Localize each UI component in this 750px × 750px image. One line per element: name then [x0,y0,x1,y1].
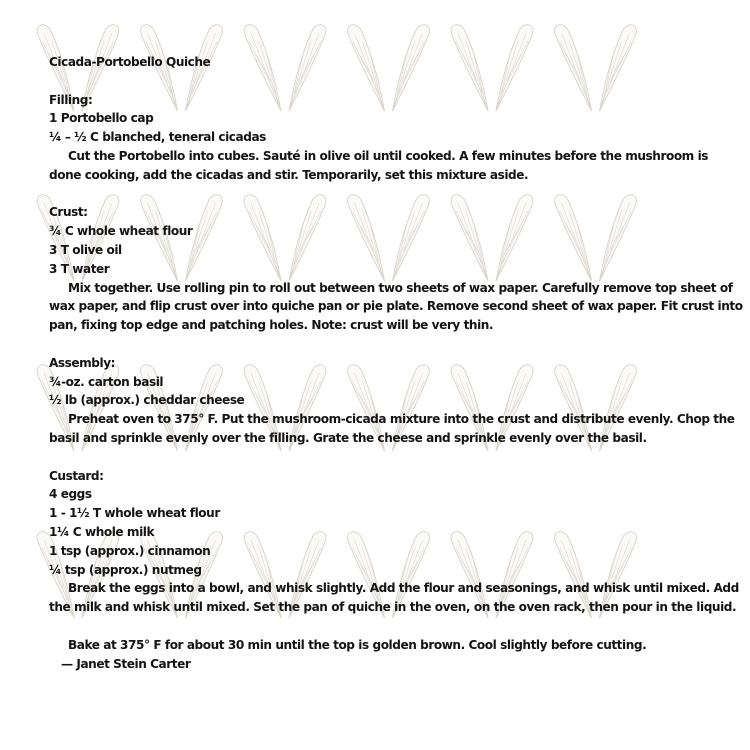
bake-line: Bake at 375° F for about 30 min until the top is golden brown. Cool slightly before cutting. [68,637,647,652]
spacer [49,72,729,91]
ingredient: 1 tsp (approx.) cinnamon [49,543,211,558]
instruction-line: Break the eggs into a bowl, and whisk slightly. Add the flour and seasonings, and whisk until mixed. Add [68,581,739,596]
instruction-line: wax paper, and flip crust over into quiche pan or pie plate. Remove second sheet of wax paper. Fit crust into [49,299,743,314]
ingredient: ¾-oz. carton basil [49,374,164,389]
ingredient: ¼ – ½ C blanched, teneral cicadas [49,130,266,145]
attribution: — Janet Stein Carter [61,656,191,671]
instruction-line: basil and sprinkle evenly over the filling. Grate the cheese and sprinkle evenly over the basil. [49,430,647,445]
bake-instruction [49,636,729,655]
section-heading: Assembly: [49,355,116,370]
ingredient: 3 T olive oil [49,242,122,257]
ingredient: ¼ tsp (approx.) nutmeg [49,562,202,577]
instruction-line: done cooking, add the cicadas and stir. Temporarily, set this mixture aside. [49,167,529,182]
instructions [49,147,729,185]
spacer [49,185,729,204]
recipe-title: Cicada-Portobello Quiche [49,55,211,69]
instruction-line: Cut the Portobello into cubes. Sauté in olive oil until cooked. A few minutes before the mushroom is [68,148,709,163]
ingredient: ½ lb (approx.) cheddar cheese [49,393,245,408]
section-filling [49,91,729,185]
ingredient: 3 T water [49,261,110,276]
section-assembly [49,354,735,448]
spacer [49,335,729,354]
instructions [49,410,735,448]
instructions [49,579,739,617]
ingredient: 4 eggs [49,487,92,502]
instruction-line: Mix together. Use rolling pin to roll out between two sheets of wax paper. Carefully remove top sheet of [68,280,733,295]
section-heading: Custard: [49,468,104,483]
instruction-line: the milk and whisk until mixed. Set the pan of quiche in the oven, on the oven rack, then pour in the liquid. [49,600,737,615]
section-heading: Crust: [49,205,88,220]
ingredient: 1 Portobello cap [49,111,154,126]
recipe-document [49,53,743,673]
section-heading: Filling: [49,92,93,107]
section-custard [49,467,739,617]
instructions [49,279,743,335]
ingredient: 1¼ C whole milk [49,524,155,539]
ingredient: 1 - 1½ T whole wheat flour [49,506,220,521]
spacer [49,617,729,636]
ingredient: ¾ C whole wheat flour [49,224,193,239]
spacer [49,448,729,467]
instruction-line: pan, fixing top edge and patching holes. Note: crust will be very thin. [49,318,494,333]
section-crust [49,203,743,335]
instruction-line: Preheat oven to 375° F. Put the mushroom-cicada mixture into the crust and distribute evenly. Chop the [68,412,735,427]
